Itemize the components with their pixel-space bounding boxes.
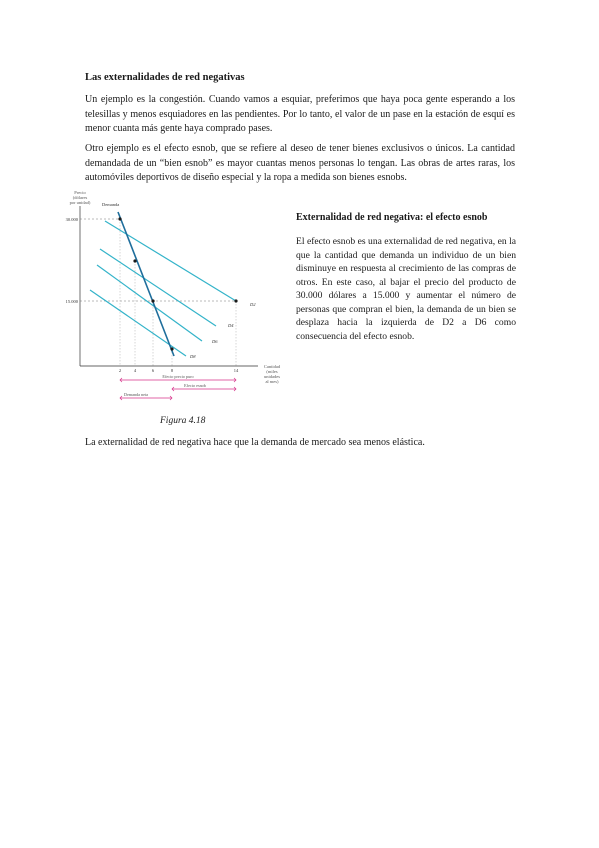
market-demand-curve <box>118 212 174 356</box>
label-d8: D8 <box>190 354 196 359</box>
ylabel-line-3: por unidad) <box>69 200 91 205</box>
curve-d8 <box>90 290 186 356</box>
figure-caption: Figura 4.18 <box>160 416 206 426</box>
point-b <box>133 259 136 262</box>
ylabel-line-1: Precio <box>74 190 86 195</box>
figure-description: El efecto esnob es una externalidad de red negativa, en la que la cantidad que demanda un individuo de un bien disminuye en respuesta al crecimiento de las compras de otros. En este caso, al bajar el precio del producto de 30.000 dólares a 15.000 y aumentar el número de personas que compran el bien, la demanda de un bien se desplaza hacia la izquierda de D2 a D6 como consecuencia del efecto esnob. <box>296 236 516 342</box>
label-d2: D2 <box>250 302 256 307</box>
conclusion-text: La externalidad de red negativa hace que la demanda de mercado sea menos elástica. <box>85 437 425 448</box>
xtick-4: 4 <box>133 368 137 373</box>
snob-effect-chart <box>60 186 285 411</box>
label-d4: D4 <box>228 323 234 328</box>
ylabel-line-2: (dólares <box>72 195 88 200</box>
paragraph-congestion: Un ejemplo es la congestión. Cuando vamos a esquiar, preferimos que haya poca gente esperando a los telesillas y menos esquiadores en las pendientes. Por lo tanto, el valor de un pase en la estación de esquí es menor cuanta más gente haya comprado pases. <box>85 94 515 135</box>
bracket-snob-label: Efecto esnob <box>184 383 206 388</box>
xtick-8: 8 <box>170 368 174 373</box>
point-a <box>118 217 121 220</box>
bracket-net-label: Demanda neta <box>123 392 149 397</box>
xlabel-line-2: (miles <box>266 369 278 374</box>
ytick-15000: 15.000 <box>65 299 78 304</box>
point-e <box>234 299 237 302</box>
curve-d6 <box>97 265 202 341</box>
point-d <box>170 347 173 350</box>
xlabel-line-4: al mes) <box>265 379 279 384</box>
section-heading: Las externalidades de red negativas <box>85 72 245 83</box>
figure-title: Externalidad de red negativa: el efecto esnob <box>296 212 488 223</box>
curve-d2 <box>105 221 236 301</box>
xtick-2: 2 <box>118 368 122 373</box>
xlabel-line-3: unidades <box>264 374 280 379</box>
point-c <box>151 299 154 302</box>
xlabel-line-1: Cantidad <box>263 364 281 369</box>
xtick-6: 6 <box>151 368 155 373</box>
demand-label: Demanda <box>102 202 120 207</box>
ytick-30000: 30.000 <box>65 217 78 222</box>
label-d6: D6 <box>212 339 218 344</box>
xtick-14: 14 <box>233 368 239 373</box>
bracket-price-label: Efecto precio puro <box>162 374 194 379</box>
paragraph-snob-effect: Otro ejemplo es el efecto esnob, que se refiere al deseo de tener bienes exclusivos o únicos. La cantidad demandada de un “bien esnob” es mayor cuantas menos personas lo tengan. Las obras de artes raras, los automóviles deportivos de diseño especial y la ropa a medida son bienes esnobs. <box>85 143 515 184</box>
